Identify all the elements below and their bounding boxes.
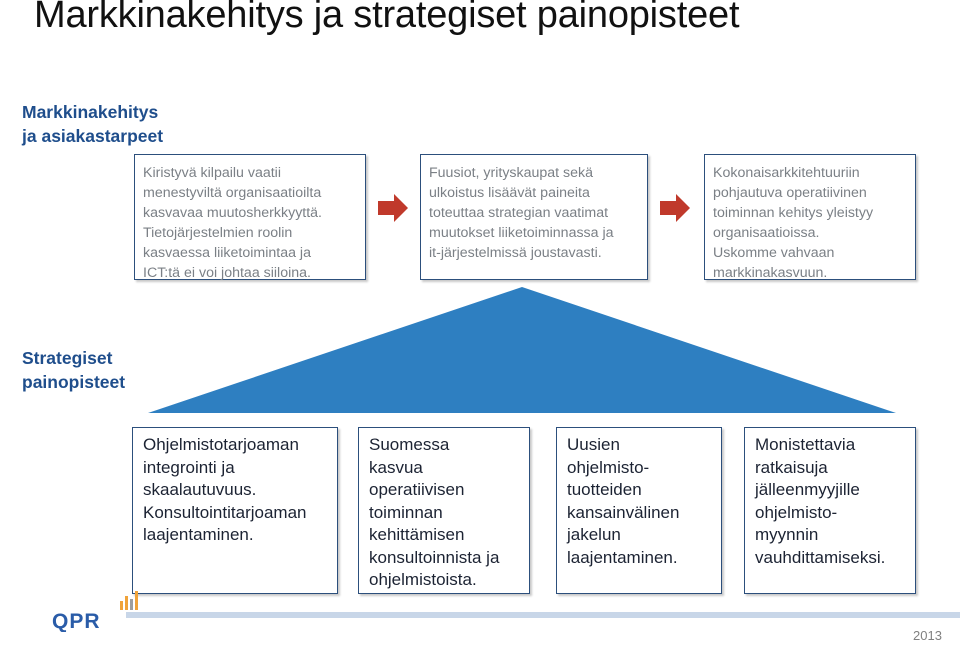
box-line: organisaatioissa. — [713, 225, 820, 241]
box-line: laajentaminen. — [567, 547, 678, 567]
qpr-logo — [50, 588, 144, 632]
box-line: menestyviltä organisaatioilta — [143, 185, 322, 201]
box-line: muutokset liiketoiminnassa ja — [429, 225, 614, 241]
box-line: toiminnan — [369, 502, 443, 522]
box-line: laajentaminen. — [143, 525, 254, 544]
strategy-box-software-offering — [132, 427, 338, 594]
box-line: Konsultointitarjoaman — [143, 502, 307, 522]
box-line: Ohjelmistotarjoaman — [143, 435, 299, 454]
strategy-box-international — [556, 427, 722, 594]
section-label-line: ja asiakastarpeet — [22, 126, 164, 146]
box-line: operatiivisen — [369, 480, 465, 499]
box-line: ICT:tä ei voi johtaa siiloina. — [143, 265, 311, 281]
box-line: pohjautuva operatiivinen — [713, 185, 867, 201]
box-line: markkinakasvuun. — [713, 265, 828, 281]
box-line: Suomessa — [369, 435, 450, 454]
box-line: kasvavaa muutosherkkyyttä. — [143, 205, 322, 221]
box-line: ratkaisuja — [755, 457, 828, 477]
box-line: jakelun — [567, 525, 621, 544]
box-line: kasvaessa liiketoimintaa ja — [143, 245, 311, 261]
year-label: 2013 — [913, 628, 942, 643]
page-title: Markkinakehitys ja strategiset painopisteet — [34, 0, 740, 36]
box-line: ohjelmisto- — [567, 457, 650, 477]
box-line: vauhdittamiseksi. — [755, 547, 886, 567]
box-line: ulkoistus lisäävät paineita — [429, 185, 590, 201]
box-line: Monistettavia — [755, 435, 856, 454]
strategy-box-resellers — [744, 427, 916, 594]
box-line: konsultoinnista ja — [369, 547, 500, 567]
box-line: Kiristyvä kilpailu vaatii — [143, 165, 281, 181]
box-line: integrointi ja — [143, 457, 235, 477]
box-line: Tietojärjestelmien roolin — [143, 225, 293, 241]
box-line: ohjelmisto- — [755, 502, 838, 522]
section-label-line: painopisteet — [22, 372, 126, 392]
box-line: kehittämisen — [369, 525, 465, 544]
logo-text: QPR — [52, 610, 101, 632]
section-label-line: Strategiset — [22, 348, 113, 368]
section-label-line: Markkinakehitys — [22, 102, 159, 122]
box-line: toiminnan kehitys yleistyy — [713, 205, 874, 221]
box-line: Fuusiot, yrityskaupat sekä — [429, 165, 594, 181]
box-line: Uskomme vahvaan — [713, 245, 835, 261]
box-line: jälleenmyyjille — [755, 480, 860, 499]
section-label-strategy — [22, 346, 125, 394]
box-line: myynnin — [755, 525, 819, 544]
strategy-box-finland-growth — [358, 427, 530, 594]
box-line: ohjelmistoista. — [369, 570, 477, 589]
box-line: kansainvälinen — [567, 502, 680, 522]
box-line: it-järjestelmissä joustavasti. — [429, 245, 602, 261]
box-line: tuotteiden — [567, 480, 642, 499]
box-line: Uusien — [567, 435, 620, 454]
box-line: skaalautuvuus. — [143, 480, 257, 499]
box-line: Kokonaisarkkitehtuuriin — [713, 165, 860, 181]
footer-bar — [126, 612, 960, 618]
box-line: toteuttaa strategian vaatimat — [429, 205, 609, 221]
box-line: kasvua — [369, 457, 423, 477]
